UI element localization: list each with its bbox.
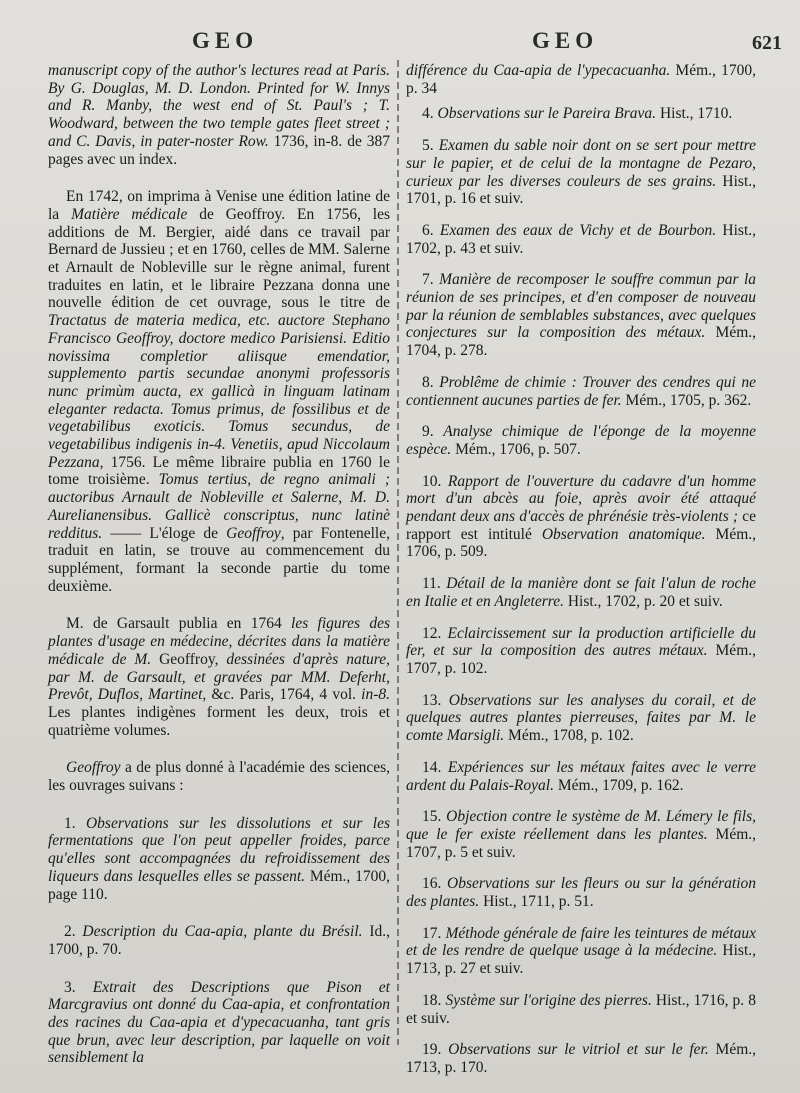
item-reference: Mém., 1708, p. 102. bbox=[504, 727, 634, 745]
item-number: 19. bbox=[422, 1041, 449, 1059]
item-title: Manière de recomposer le souffre commun par la réunion de ses principes, et d'en composer de nouveau par la réunion de semblables substances, avec quelques conjectures sur la composition des métaux. bbox=[406, 271, 756, 342]
item-reference: Mém., 1707, p. 5 et suiv. bbox=[406, 825, 757, 861]
text-run: a de plus donné à l'académie des sciences, les ouvrages suivans : bbox=[48, 759, 390, 795]
list-item bbox=[406, 423, 756, 458]
text-run: Geoffroy, bbox=[151, 650, 227, 668]
item-reference: Mém., 1706, p. 509. bbox=[406, 525, 757, 561]
paragraph-academie-intro bbox=[48, 759, 390, 794]
list-item-continuation bbox=[406, 62, 756, 97]
item-reference: Mém., 1707, p. 102. bbox=[406, 642, 756, 677]
italic-run: Tractatus de materia medica, etc. auctore Stephano Francisco Geoffroy, doctore medico Parisiensi. Editio novissima completior aliisque emendatior, supplemento partis secundae anonymi professoris nunc primùm aucta, ex gallicà in linguam latinam eleganter redacta. Tomus primus, de fossilibus et de vegetabilibus exoticis. Tomus secundus, de vegetabilibus indigenis in-4. Venetiis, apud Niccolaum Pezzana, bbox=[48, 312, 390, 471]
paragraph-venise-edition bbox=[48, 188, 390, 595]
item-number: 3. bbox=[64, 978, 93, 996]
item-reference: Hist., 1713, p. 27 et suiv. bbox=[406, 942, 756, 978]
item-title: Extrait des Descriptions que Pison et Marcgravius ont donné du Caa-apia, et confrontation des racines du Caa-apia et d'ypecacuanha, tant gris que brun, avec leur description, par laquelle on voit sensiblement la bbox=[48, 978, 390, 1067]
italic-run: Geoffroy bbox=[226, 524, 281, 542]
item-number: 11. bbox=[422, 575, 447, 593]
item-number: 10. bbox=[422, 472, 448, 490]
list-item bbox=[48, 923, 390, 958]
item-reference: Mém., 1700, p. 34 bbox=[406, 62, 756, 97]
text-run: &c. Paris, 1764, 4 vol. bbox=[206, 686, 362, 704]
item-reference: Hist., 1711, p. 51. bbox=[479, 893, 594, 911]
item-title: Problême de chimie : Trouver des cendres qui ne contiennent aucunes parties de fer. bbox=[406, 373, 756, 409]
list-item bbox=[406, 1041, 756, 1076]
list-item bbox=[406, 808, 756, 861]
italic-run: les figures des plantes d'usage en médecine, décrites dans la matière médicale de M. bbox=[48, 615, 390, 668]
item-reference: Mém., 1700, page 110. bbox=[48, 867, 391, 903]
running-head-left: GEO bbox=[192, 28, 259, 53]
item-title: Observations sur les fleurs ou sur la génération des plantes. bbox=[406, 875, 756, 911]
paragraph-garsault bbox=[48, 615, 390, 739]
item-title: Méthode générale de faire les teintures de métaux et de les rendre de quelque usage à la médecine. bbox=[406, 924, 757, 960]
text-run: En 1742, on imprima à Venise une édition latine de la bbox=[48, 188, 390, 223]
item-number: 12. bbox=[422, 624, 448, 642]
list-item bbox=[406, 875, 756, 910]
paragraph-douglas bbox=[48, 62, 390, 168]
item-number: 6. bbox=[422, 221, 440, 239]
item-title: Objection contre le système de M. Lémery le fils, que le fer existe réellement dans les plantes. bbox=[406, 808, 756, 843]
item-title: Observations sur les dissolutions et sur les fermentations que l'on peut appeller froides, parce qu'elles sont accompagnées du refroidissement des liqueurs dans lesquelles elles se passent. bbox=[48, 814, 391, 885]
list-item bbox=[406, 374, 756, 409]
item-title: Système sur l'origine des pierres. bbox=[445, 991, 652, 1009]
item-title: Examen du sable noir dont on se sert pour mettre sur le papier, et de celui de la montagne de Pezaro, curieux par les diverses couleurs de ses grains. bbox=[406, 137, 757, 190]
douglas-citation: manuscript copy of the author's lectures read at Paris. By G. Douglas, M. D. London. Printed for W. Innys and R. Manby, the west end of St. Paul's ; T. Woodward, between the two temple gates fleet street ; and C. Davis, in pater-noster Row. bbox=[48, 62, 390, 150]
column-divider bbox=[397, 60, 399, 1045]
italic-run: dessinées d'après nature, par M. de Garsault, et gravées par MM. Deferht, Prevôt, Duflos, Martinet, bbox=[48, 650, 390, 704]
list-item bbox=[406, 992, 756, 1027]
item-title: Rapport de l'ouverture du cadavre d'un homme mort d'un abcès au foie, après avoir été attaqué pendant deux ans d'accès de phrénésie très-violents ; bbox=[406, 472, 756, 526]
item-number: 13. bbox=[422, 691, 449, 709]
item-reference: Hist., 1701, p. 16 et suiv. bbox=[406, 172, 757, 208]
item-title: Examen des eaux de Vichy et de Bourbon. bbox=[439, 221, 717, 239]
item-title: Expériences sur les métaux faites avec le verre ardent du Palais-Royal. bbox=[406, 758, 757, 794]
list-item bbox=[406, 105, 756, 123]
list-item bbox=[48, 815, 390, 904]
item-number: 7. bbox=[422, 271, 440, 289]
item-reference: Hist., 1702, p. 43 et suiv. bbox=[406, 221, 757, 257]
italic-run: in-8. bbox=[361, 686, 390, 704]
item-title: Observations sur le vitriol et sur le fer. bbox=[448, 1041, 709, 1059]
text-run: M. de Garsault publia en 1764 bbox=[66, 615, 292, 633]
item-number: 18. bbox=[422, 991, 446, 1009]
item-reference: Hist., 1716, p. 8 et suiv. bbox=[406, 991, 757, 1027]
item-number: 1. bbox=[64, 814, 86, 832]
item-title: Observations sur les analyses du corail, et de quelques autres plantes pierreuses, faites par M. le comte Marsigli. bbox=[406, 691, 756, 745]
italic-run: Geoffroy bbox=[66, 759, 121, 777]
item-title: Description du Caa-apia, plante du Brésil. bbox=[82, 923, 363, 941]
text-run: , par Fontenelle, traduit en latin, se trouve au commencement du supplément, formant la seconde partie du tome deuxième. bbox=[48, 524, 390, 595]
item-reference: Mém., 1706, p. 507. bbox=[451, 440, 581, 458]
item-title: Analyse chimique de l'éponge de la moyenne espèce. bbox=[406, 423, 756, 458]
text-run: de Geoffroy. En 1756, les additions de M. Bergier, aidé dans ce travail par Bernard de Jussieu ; et en 1760, celles de MM. Salerne et Arnault de Nobleville sur le règne animal, furent traduites en latin, et le libraire Pezzana donna une nouvelle édition de cet ouvrage, sous le titre de bbox=[48, 205, 391, 312]
item-reference: Hist., 1710. bbox=[656, 105, 733, 123]
item-reference: Id., 1700, p. 70. bbox=[48, 923, 391, 958]
item-number: 17. bbox=[422, 924, 446, 942]
list-item bbox=[406, 759, 756, 794]
item-title: Observation anatomique. bbox=[541, 525, 706, 543]
list-item bbox=[406, 625, 756, 678]
list-item bbox=[406, 222, 756, 257]
text-run: 1756. Le même libraire publia en 1760 le tome troisième. bbox=[48, 453, 390, 489]
item-title: Observations sur le Pareira Brava. bbox=[437, 105, 657, 123]
list-item bbox=[406, 473, 756, 562]
running-head-right: GEO bbox=[532, 28, 599, 53]
list-item bbox=[406, 137, 756, 208]
running-header bbox=[0, 28, 800, 58]
item-number: 5. bbox=[422, 137, 439, 155]
item-reference: Hist., 1702, p. 20 et suiv. bbox=[563, 592, 723, 610]
item-reference: Mém., 1705, p. 362. bbox=[621, 391, 752, 409]
italic-run: Matière médicale bbox=[71, 205, 188, 223]
page-number: 621 bbox=[752, 32, 782, 54]
item-reference: Mém., 1704, p. 278. bbox=[406, 324, 757, 360]
douglas-pages: 1736, in-8. de 387 pages avec un index. bbox=[48, 132, 390, 168]
list-item bbox=[48, 979, 390, 1068]
item-reference: Mém., 1709, p. 162. bbox=[553, 776, 684, 794]
item-title: Détail de la manière dont se fait l'alun de roche en Italie et en Angleterre. bbox=[406, 575, 756, 610]
list-item bbox=[406, 925, 756, 978]
item-number: 15. bbox=[422, 808, 447, 826]
text-run: —— L'éloge de bbox=[102, 524, 227, 542]
left-column bbox=[48, 62, 390, 1067]
item-reference: Mém., 1713, p. 170. bbox=[406, 1041, 756, 1076]
item-reference: ce rapport est intitulé bbox=[406, 508, 756, 543]
list-item bbox=[406, 692, 756, 745]
item-number: 9. bbox=[422, 423, 444, 441]
item-number: 8. bbox=[422, 373, 440, 391]
text-run: Les plantes indigènes forment les deux, trois et quatrième volumes. bbox=[48, 703, 390, 739]
right-column bbox=[406, 62, 756, 1077]
item-title: Eclaircissement sur la production artificielle du fer, et sur la composition des autres métaux. bbox=[406, 624, 757, 660]
item-number: 16. bbox=[422, 875, 448, 893]
item-number: 4. bbox=[422, 105, 438, 123]
list-item bbox=[406, 575, 756, 610]
item-number: 2. bbox=[64, 923, 83, 941]
item-number: 14. bbox=[422, 758, 448, 776]
italic-run: Tomus tertius, de regno animali ; auctoribus Arnault de Nobleville et Salerne, M. D. Aurelianensibus. Gallicè conscriptus, nunc latinè redditus. bbox=[48, 471, 391, 542]
list-item bbox=[406, 271, 756, 360]
item-title: différence du Caa-apia de l'ypecacuanha. bbox=[406, 62, 671, 79]
